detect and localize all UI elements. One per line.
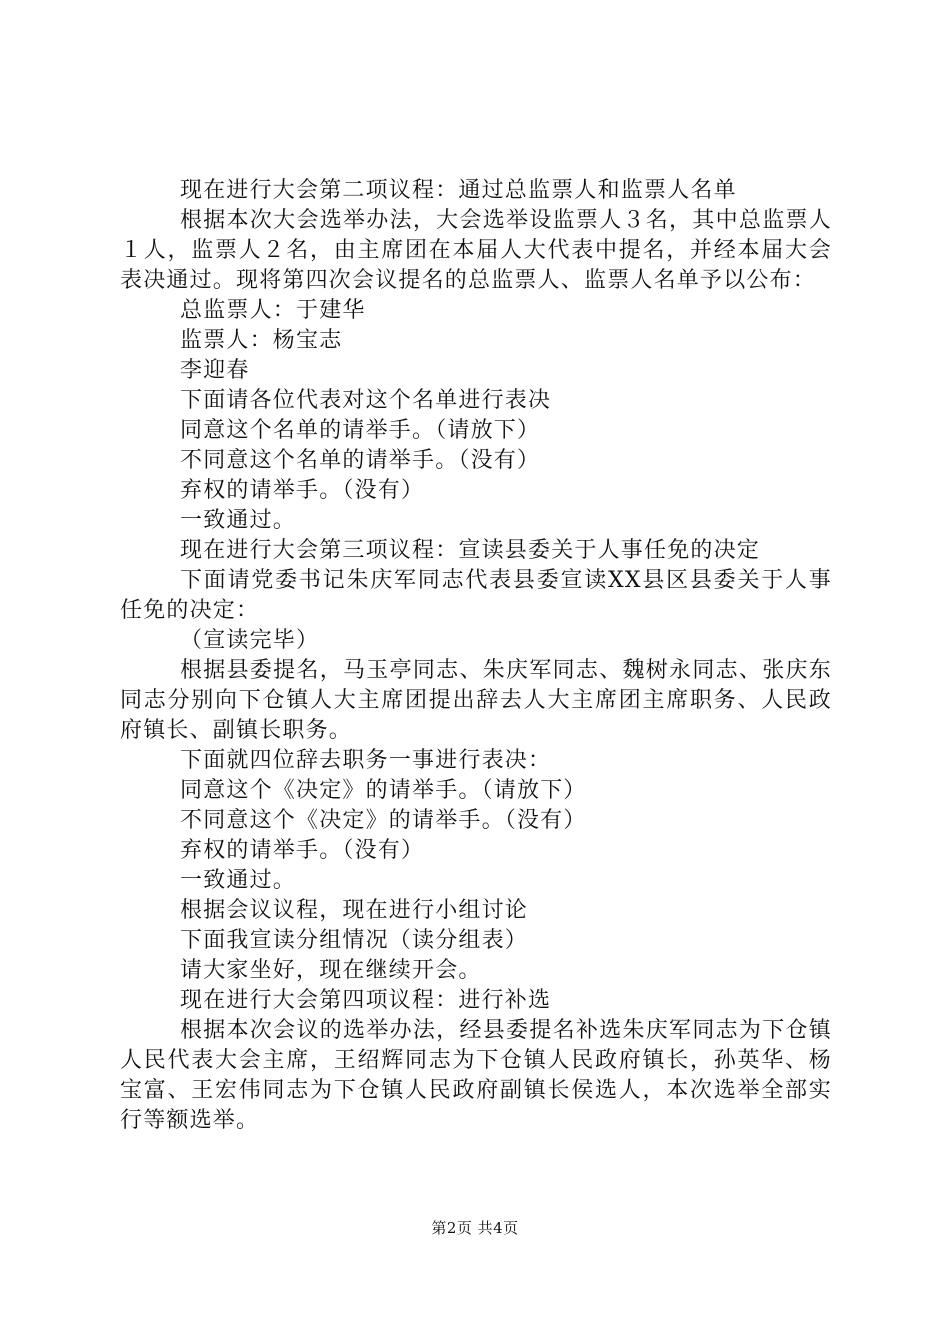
chief-scrutineer-line: 总监票人：于建华	[180, 298, 366, 323]
group-reading-line: 下面我宣读分组情况（读分组表）	[180, 928, 529, 953]
document-body	[120, 176, 832, 1136]
paragraph-election-rules: 根据本次大会选举办法，大会选举设监票人３名，其中总监票人１人，监票人２名，由主席团在本届人大代表中提名，并经本届大会表决通过。现将第四次会议提名的总监票人、监票人名单予以公布：	[120, 208, 832, 293]
reading-complete-line: （宣读完毕）	[180, 628, 320, 653]
agenda-item-2-heading: 现在进行大会第二项议程：通过总监票人和监票人名单	[180, 178, 737, 203]
vote-result-line: 一致通过。	[180, 508, 297, 533]
scrutineer-name-line: 李迎春	[180, 358, 250, 383]
decision-agree-line: 同意这个《决定》的请举手。（请放下）	[180, 778, 587, 803]
agenda-item-3-heading: 现在进行大会第三项议程：宣读县委关于人事任免的决定	[180, 538, 761, 563]
vote-abstain-line: 弃权的请举手。（没有）	[180, 478, 425, 503]
vote-call-line: 下面请各位代表对这个名单进行表决	[180, 388, 552, 413]
paragraph-by-election: 根据本次会议的选举办法，经县委提名补选朱庆军同志为下仓镇人民代表大会主席，王绍辉同志为下仓镇人民政府镇长，孙英华、杨宝富、王宏伟同志为下仓镇人民政府副镇长侯选人，本次选举全部实行等额选举。	[120, 1018, 832, 1133]
group-discussion-line: 根据会议议程，现在进行小组讨论	[180, 898, 529, 923]
decision-abstain-line: 弃权的请举手。（没有）	[180, 838, 425, 863]
decision-disagree-line: 不同意这个《决定》的请举手。（没有）	[180, 808, 587, 833]
vote-agree-line: 同意这个名单的请举手。（请放下）	[180, 418, 541, 443]
resignation-vote-call-line: 下面就四位辞去职务一事进行表决：	[180, 748, 552, 773]
resume-meeting-line: 请大家坐好，现在继续开会。	[180, 958, 482, 983]
agenda-item-4-heading: 现在进行大会第四项议程：进行补选	[180, 988, 552, 1013]
page-footer: 第2页 共4页	[431, 1219, 519, 1237]
paragraph-resignation: 根据县委提名，马玉亭同志、朱庆军同志、魏树永同志、张庆东同志分别向下仓镇人大主席团提出辞去人大主席团主席职务、人民政府镇长、副镇长职务。	[120, 658, 832, 743]
decision-result-line: 一致通过。	[180, 868, 297, 893]
scrutineer-line: 监票人：杨宝志	[180, 328, 343, 353]
vote-disagree-line: 不同意这个名单的请举手。（没有）	[180, 448, 541, 473]
paragraph-read-decision: 下面请党委书记朱庆军同志代表县委宣读XX县区县委关于人事任免的决定：	[120, 568, 832, 623]
